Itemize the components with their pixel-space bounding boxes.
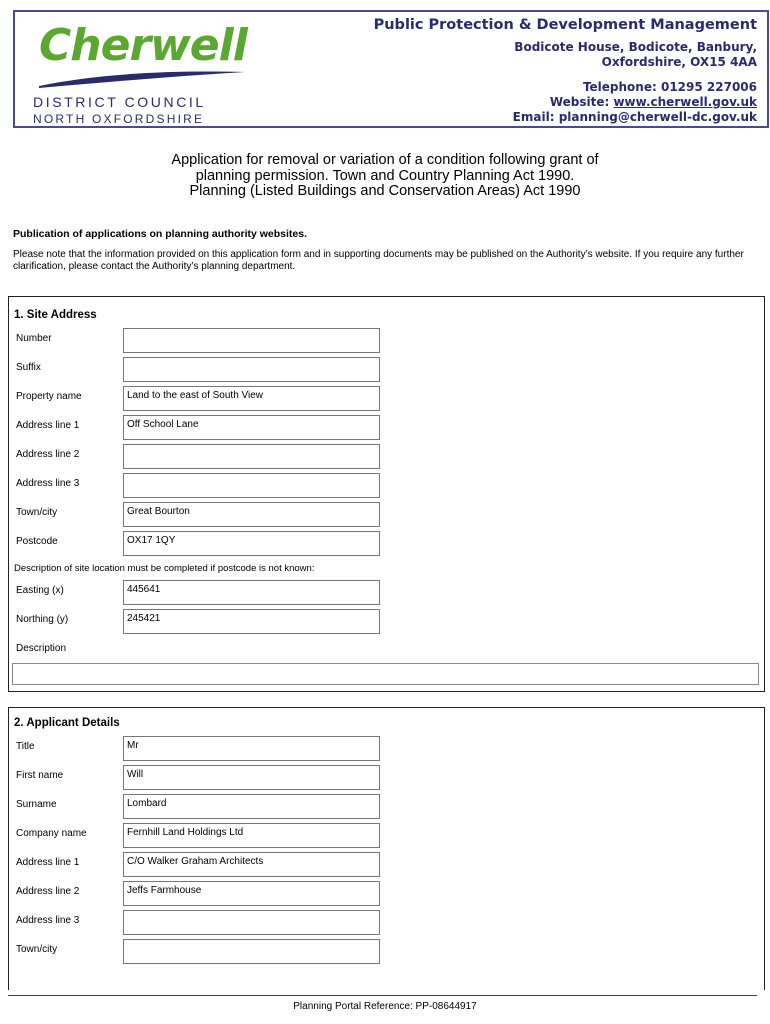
- site-town-field[interactable]: Great Bourton: [123, 502, 380, 527]
- postcode-field[interactable]: OX17 1QY: [123, 531, 380, 556]
- address-line-1: Bodicote House, Bodicote, Banbury,: [514, 40, 757, 54]
- logo-swoosh-icon: [37, 68, 247, 90]
- site-address-line-3-label: Address line 3: [16, 478, 80, 489]
- title-field[interactable]: Mr: [123, 736, 380, 761]
- easting-field[interactable]: 445641: [123, 580, 380, 605]
- site-address-line-3-field[interactable]: [123, 473, 380, 498]
- applicant-address-line-3-label: Address line 3: [16, 915, 80, 926]
- site-address-heading: 1. Site Address: [14, 309, 97, 321]
- site-address-line-1-field[interactable]: Off School Lane: [123, 415, 380, 440]
- letterhead-contact-block: [374, 16, 757, 125]
- northing-label: Northing (y): [16, 614, 69, 625]
- form-title-line-2: planning permission. Town and Country Planning Act 1990.: [195, 167, 575, 184]
- property-name-label: Property name: [16, 391, 82, 402]
- title-label: Title: [16, 741, 35, 752]
- publication-heading: Publication of applications on planning authority websites.: [13, 228, 308, 240]
- site-town-label: Town/city: [16, 507, 58, 518]
- telephone-row: [374, 80, 757, 95]
- footer-divider: [8, 995, 757, 996]
- surname-label: Surname: [16, 799, 57, 810]
- email-row: [374, 110, 757, 125]
- website-link[interactable]: www.cherwell.gov.uk: [613, 95, 757, 109]
- location-note: Description of site location must be completed if postcode is not known:: [14, 563, 315, 574]
- applicant-address-line-2-field[interactable]: Jeffs Farmhouse: [123, 881, 380, 906]
- email-label: Email:: [512, 110, 555, 124]
- company-name-field[interactable]: Fernhill Land Holdings Ltd: [123, 823, 380, 848]
- website-row: [374, 95, 757, 110]
- form-title: [0, 153, 770, 200]
- number-label: Number: [16, 333, 52, 344]
- logo-north-oxfordshire: NORTH OXFORDSHIRE: [33, 112, 205, 126]
- cherwell-logo: [31, 18, 271, 126]
- number-field[interactable]: [123, 328, 380, 353]
- department-name: Public Protection & Development Management: [373, 17, 757, 33]
- form-title-line-1: Application for removal or variation of a condition following grant of: [171, 152, 599, 168]
- council-address: [374, 40, 757, 70]
- postcode-label: Postcode: [16, 536, 58, 547]
- letterhead: [13, 10, 769, 128]
- description-field[interactable]: [12, 663, 759, 685]
- applicant-address-line-1-label: Address line 1: [16, 857, 80, 868]
- description-label: Description: [16, 643, 67, 654]
- applicant-address-line-3-field[interactable]: [123, 910, 380, 935]
- first-name-label: First name: [16, 770, 64, 781]
- easting-label: Easting (x): [16, 585, 64, 596]
- email-link[interactable]: planning@cherwell-dc.gov.uk: [558, 110, 757, 124]
- site-address-section: [8, 296, 765, 692]
- telephone-value: 01295 227006: [660, 80, 757, 94]
- company-name-label: Company name: [16, 828, 87, 839]
- site-address-line-2-label: Address line 2: [16, 449, 80, 460]
- form-title-line-3: Planning (Listed Buildings and Conservation Areas) Act 1990: [189, 183, 581, 199]
- logo-wordmark: Cherwell: [39, 20, 247, 71]
- suffix-label: Suffix: [16, 362, 41, 373]
- publication-notice: Please note that the information provided on this application form and in supporting documents may be published on the Authority’s website. If you require any further clarification, please contact the Authority’s planning department.: [13, 249, 744, 272]
- address-line-2: Oxfordshire, OX15 4AA: [601, 55, 757, 69]
- planning-portal-reference: Planning Portal Reference: PP-08644917: [293, 1001, 477, 1012]
- property-name-field[interactable]: Land to the east of South View: [123, 386, 380, 411]
- applicant-town-label: Town/city: [16, 944, 58, 955]
- applicant-town-field[interactable]: [123, 939, 380, 964]
- applicant-address-line-1-field[interactable]: C/O Walker Graham Architects: [123, 852, 380, 877]
- website-label: Website:: [549, 95, 610, 109]
- applicant-details-section: [8, 707, 765, 990]
- surname-field[interactable]: Lombard: [123, 794, 380, 819]
- suffix-field[interactable]: [123, 357, 380, 382]
- site-address-line-2-field[interactable]: [123, 444, 380, 469]
- logo-district-council: DISTRICT COUNCIL: [33, 94, 206, 110]
- site-address-line-1-label: Address line 1: [16, 420, 80, 431]
- northing-field[interactable]: 245421: [123, 609, 380, 634]
- applicant-address-line-2-label: Address line 2: [16, 886, 80, 897]
- contact-details: [374, 80, 757, 125]
- telephone-label: Telephone:: [582, 80, 657, 94]
- first-name-field[interactable]: Will: [123, 765, 380, 790]
- applicant-details-heading: 2. Applicant Details: [14, 717, 120, 729]
